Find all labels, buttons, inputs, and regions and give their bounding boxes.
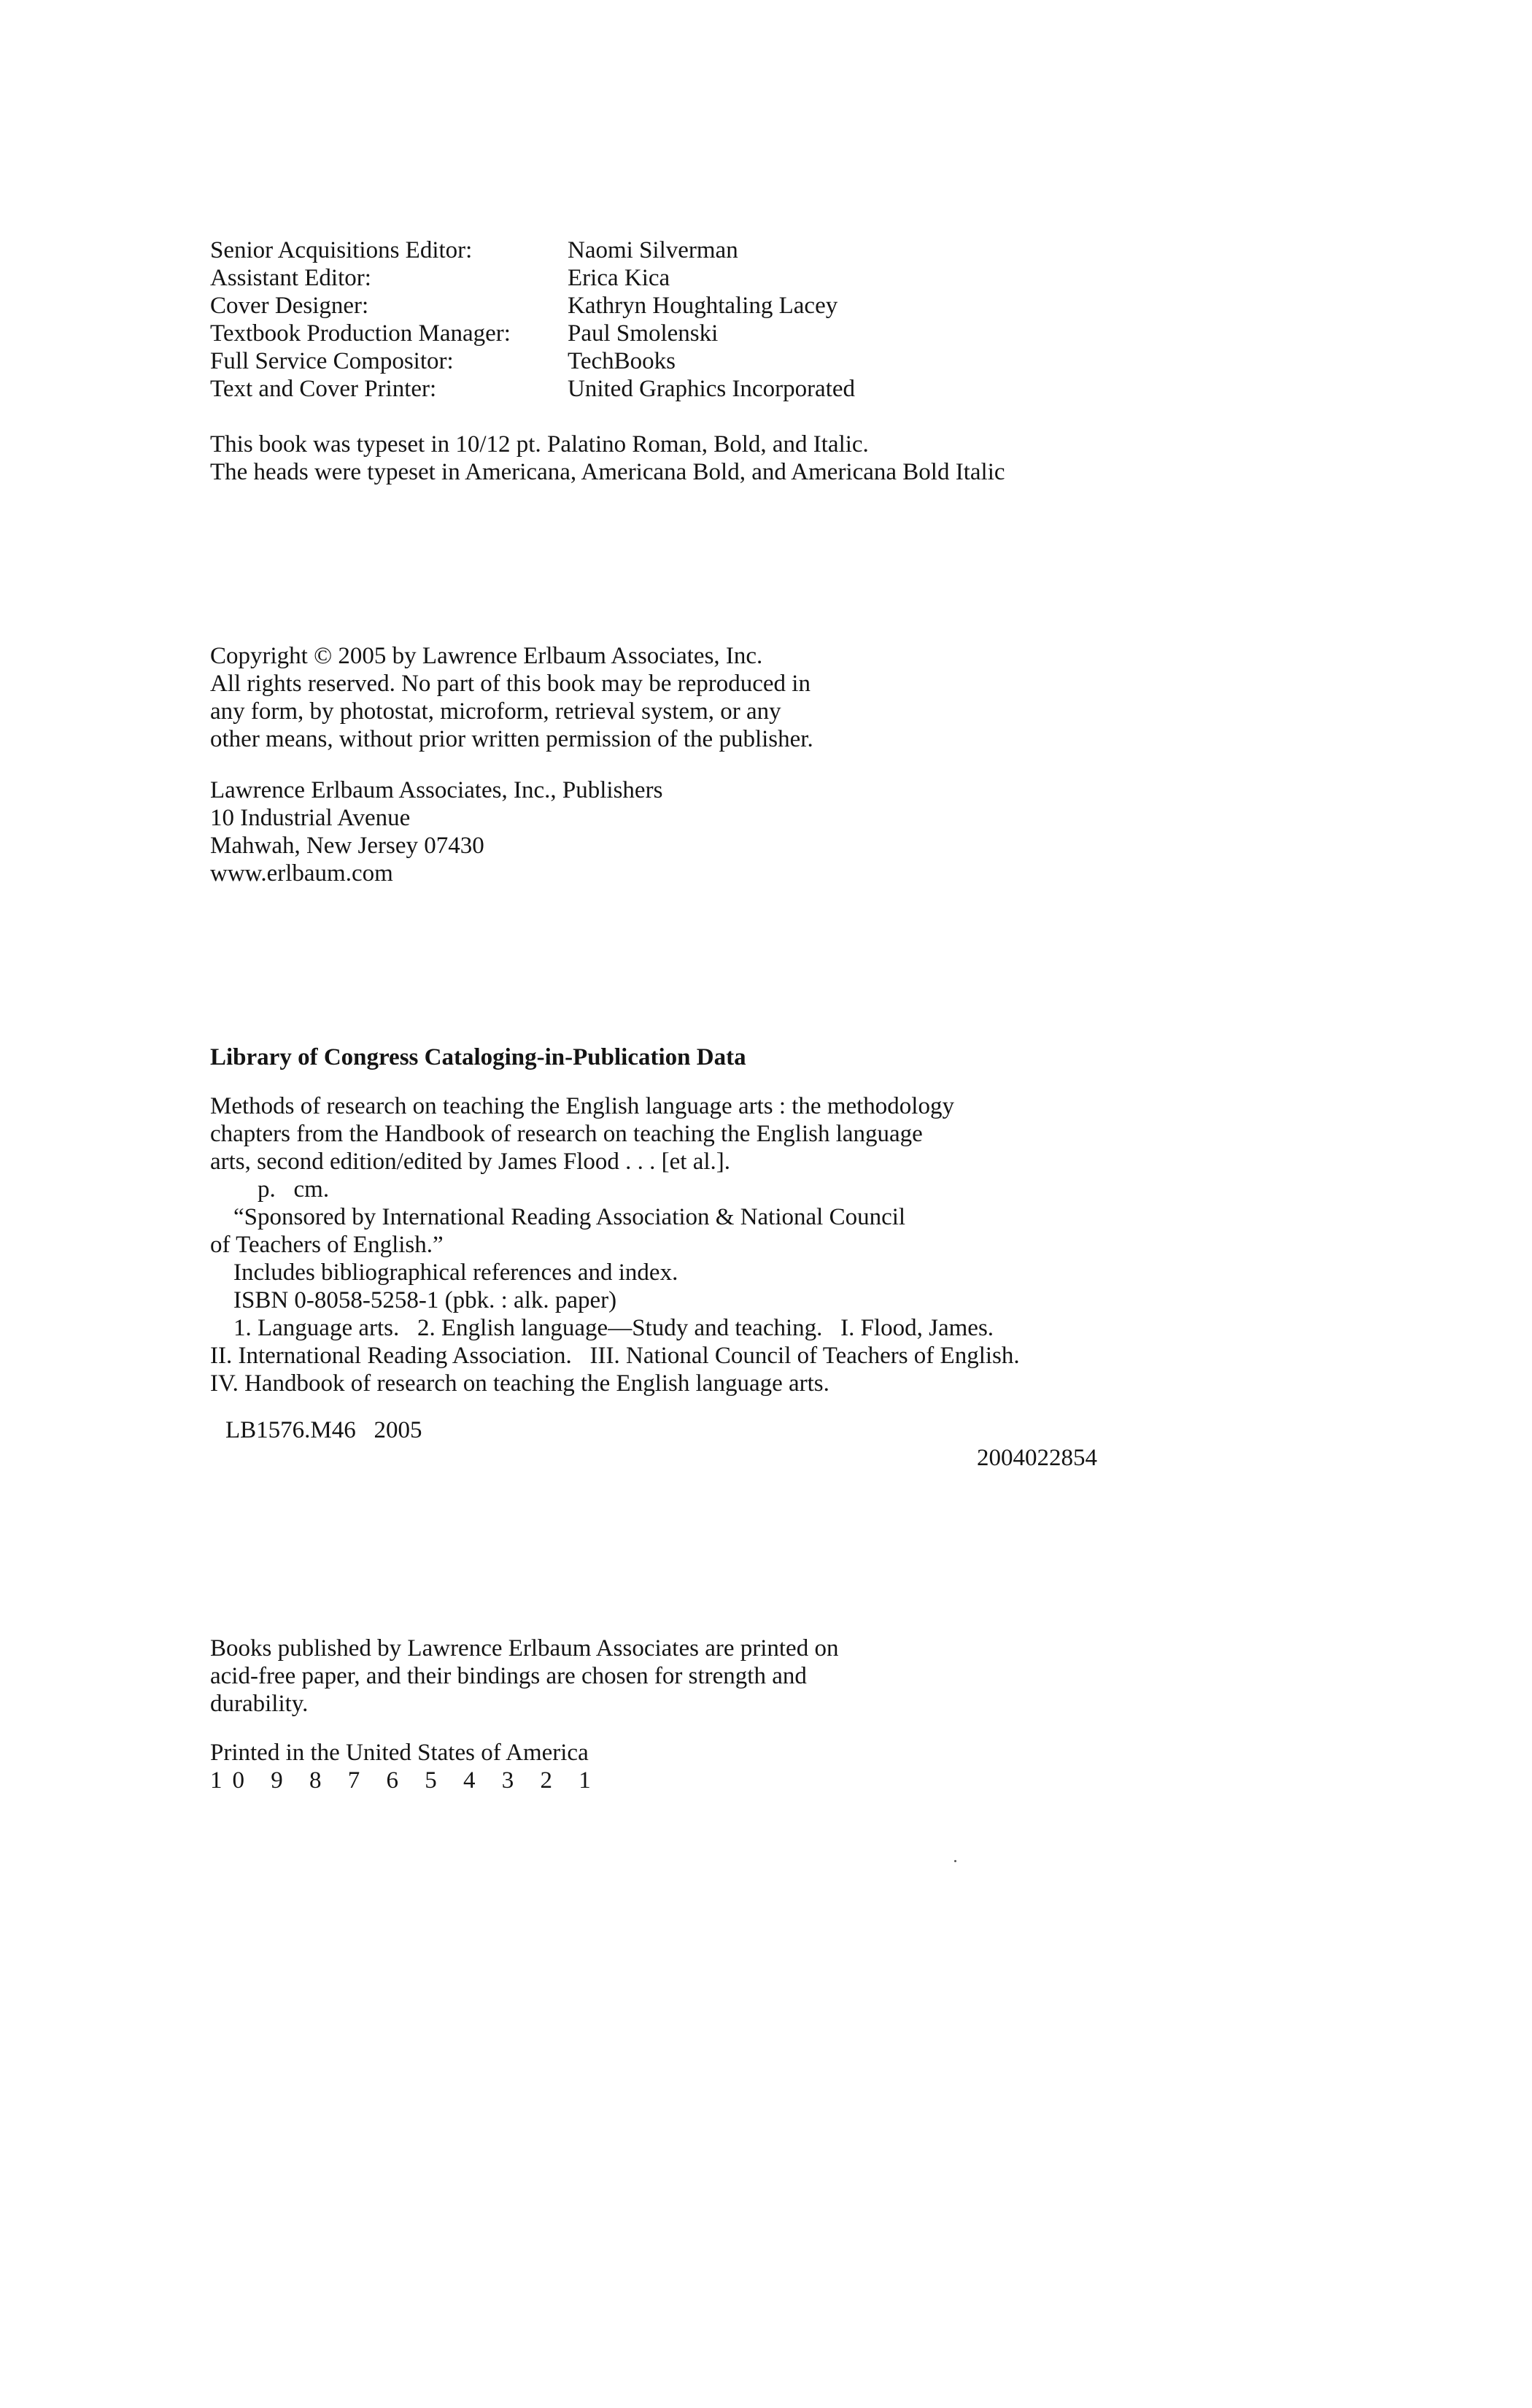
lccn-number: 2004022854 bbox=[977, 1445, 1097, 1471]
cip-line: arts, second edition/edited by James Flood . . . [et al.]. bbox=[210, 1149, 731, 1175]
cip-line: “Sponsored by International Reading Association & National Council bbox=[233, 1204, 906, 1230]
credit-name: Erica Kica bbox=[568, 265, 670, 291]
copyright-notice bbox=[210, 642, 813, 753]
typeset-note bbox=[210, 431, 1005, 486]
credit-name: Naomi Silverman bbox=[568, 237, 738, 263]
credit-role: Text and Cover Printer: bbox=[210, 376, 437, 402]
paper-note-line: durability. bbox=[210, 1691, 309, 1717]
copyright-line: Copyright © 2005 by Lawrence Erlbaum Associates, Inc. bbox=[210, 643, 763, 669]
credit-name: United Graphics Incorporated bbox=[568, 376, 856, 402]
publisher-line: Mahwah, New Jersey 07430 bbox=[210, 833, 484, 859]
typeset-line: The heads were typeset in Americana, Americana Bold, and Americana Bold Italic bbox=[210, 459, 1005, 485]
credit-row bbox=[210, 347, 855, 375]
paper-note bbox=[210, 1635, 838, 1718]
credit-name: Paul Smolenski bbox=[568, 320, 719, 347]
credit-name: TechBooks bbox=[568, 348, 676, 374]
paper-note-line: Books published by Lawrence Erlbaum Associates are printed on bbox=[210, 1635, 839, 1662]
credit-row bbox=[210, 375, 855, 403]
credit-row bbox=[210, 264, 855, 292]
publisher-line: Lawrence Erlbaum Associates, Inc., Publishers bbox=[210, 777, 663, 803]
printer-key-line: 10 9 8 7 6 5 4 3 2 1 bbox=[210, 1767, 601, 1794]
credit-row bbox=[210, 320, 855, 347]
cip-line: Includes bibliographical references and index. bbox=[233, 1259, 678, 1286]
copyright-line: any form, by photostat, microform, retrieval system, or any bbox=[210, 698, 781, 725]
publisher-website: www.erlbaum.com bbox=[210, 860, 393, 887]
publisher-address bbox=[210, 776, 662, 887]
paper-note-line: acid-free paper, and their bindings are chosen for strength and bbox=[210, 1663, 807, 1689]
credit-row bbox=[210, 236, 855, 264]
cip-record bbox=[210, 1092, 1020, 1397]
cip-line: IV. Handbook of research on teaching the English language arts. bbox=[210, 1370, 829, 1397]
copyright-line: other means, without prior written permission of the publisher. bbox=[210, 726, 813, 752]
cip-line: p. cm. bbox=[258, 1176, 330, 1203]
typeset-line: This book was typeset in 10/12 pt. Palatino Roman, Bold, and Italic. bbox=[210, 431, 869, 458]
cip-line: ISBN 0-8058-5258-1 (pbk. : alk. paper) bbox=[233, 1287, 617, 1313]
cip-line: chapters from the Handbook of research on teaching the English language bbox=[210, 1121, 923, 1147]
call-number: LB1576.M46 2005 bbox=[225, 1417, 422, 1443]
credit-role: Assistant Editor: bbox=[210, 265, 371, 291]
printing-info bbox=[210, 1739, 601, 1794]
printed-country: Printed in the United States of America bbox=[210, 1740, 589, 1766]
credit-name: Kathryn Houghtaling Lacey bbox=[568, 293, 838, 319]
cip-line: Methods of research on teaching the English language arts : the methodology bbox=[210, 1093, 954, 1119]
credits-block bbox=[210, 236, 855, 403]
credit-role: Full Service Compositor: bbox=[210, 348, 454, 374]
copyright-line: All rights reserved. No part of this book may be reproduced in bbox=[210, 671, 811, 697]
cip-line: 1. Language arts. 2. English language—Study and teaching. I. Flood, James. bbox=[233, 1315, 994, 1341]
cip-line: of Teachers of English.” bbox=[210, 1232, 444, 1258]
credit-role: Textbook Production Manager: bbox=[210, 320, 511, 347]
credit-role: Cover Designer: bbox=[210, 293, 369, 319]
publisher-line: 10 Industrial Avenue bbox=[210, 805, 411, 831]
cip-line: II. International Reading Association. III. National Council of Teachers of English. bbox=[210, 1343, 1020, 1369]
scan-speck bbox=[954, 1860, 956, 1862]
cip-heading: Library of Congress Cataloging-in-Publication Data bbox=[210, 1044, 746, 1070]
credit-role: Senior Acquisitions Editor: bbox=[210, 237, 473, 263]
credit-row bbox=[210, 292, 855, 320]
